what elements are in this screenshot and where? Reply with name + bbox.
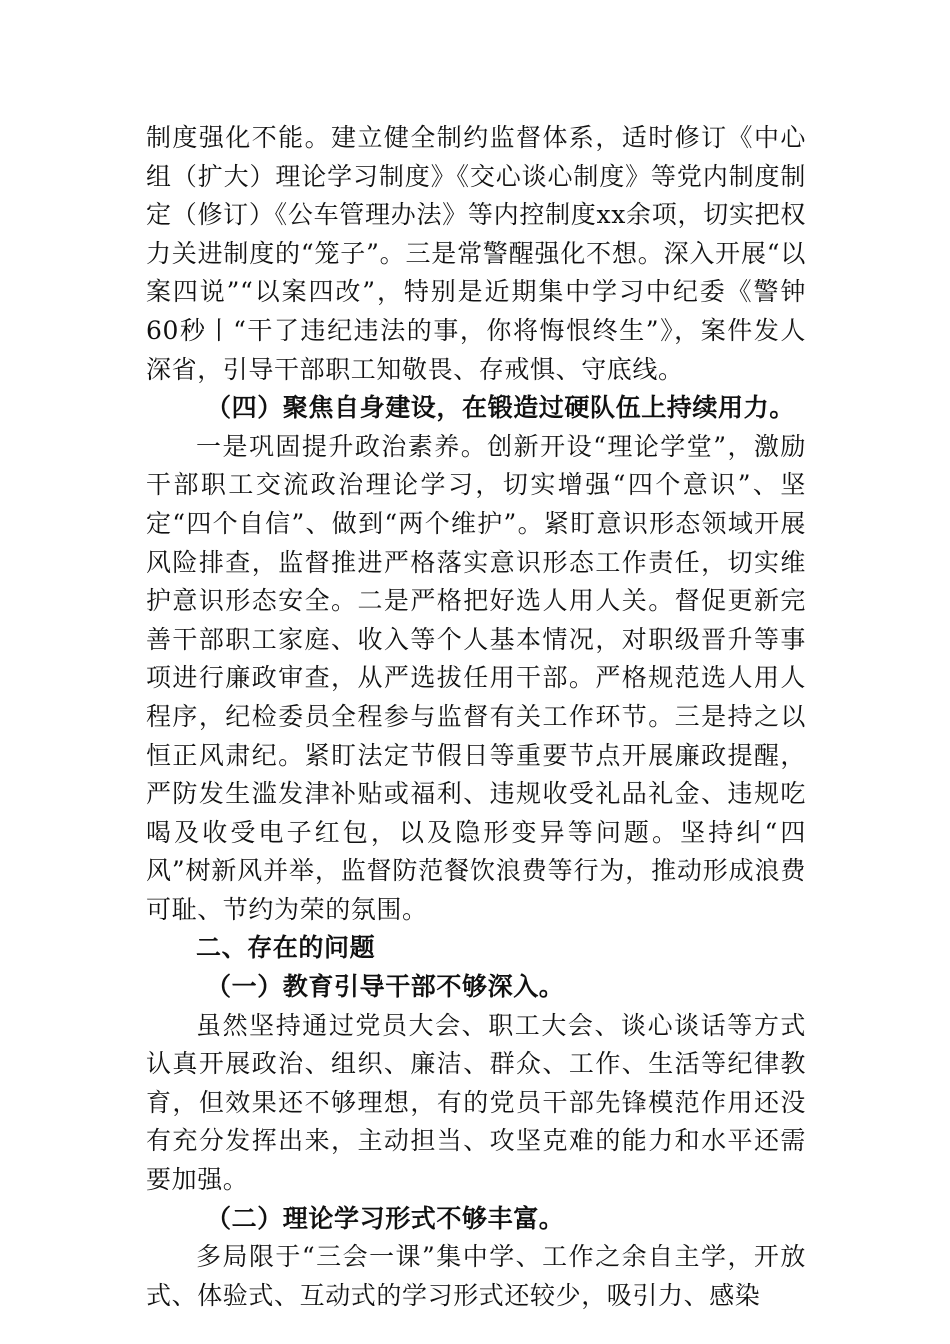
- document-page: [146, 119, 806, 1315]
- subheading-education-guidance: （一）教育引导干部不够深入。: [206, 972, 565, 1002]
- subheading-self-building: （四）聚焦自身建设，在锻造过硬队伍上持续用力。: [206, 393, 795, 423]
- subheading-theory-study: （二）理论学习形式不够丰富。: [206, 1203, 565, 1233]
- paragraph-theory-study: 多局限于“三会一课”集中学、工作之余自主学，开放式、体验式、互动式的学习形式还较少，吸引力、感染: [146, 1242, 806, 1310]
- paragraph-education-guidance: 虽然坚持通过党员大会、职工大会、谈心谈话等方式认真开展政治、组织、廉洁、群众、工作、生活等纪律教育，但效果还不够理想，有的党员干部先锋模范作用还没有充分发挥出来，主动担当、攻坚克难的能力和水平还需要加强。: [146, 1010, 806, 1195]
- paragraph-system-building: 制度强化不能。建立健全制约监督体系，适时修订《中心组（扩大）理论学习制度》《交心谈心制度》等党内制度制定（修订）《公车管理办法》等内控制度xx余项，切实把权力关进制度的“笼子”。三是常警醒强化不想。深入开展“以案四说”“以案四改”，特别是近期集中学习中纪委《警钟60秒丨“干了违纪违法的事，你将悔恨终生”》，案件发人深省，引导干部职工知敬畏、存戒惧、守底线。: [146, 123, 806, 384]
- section-heading-problems: 二、存在的问题: [196, 933, 376, 963]
- paragraph-team-building: 一是巩固提升政治素养。创新开设“理论学堂”，激励干部职工交流政治理论学习，切实增强“四个意识”、坚定“四个自信”、做到“两个维护”。紧盯意识形态领域开展风险排查，监督推进严格落实意识形态工作责任，切实维护意识形态安全。二是严格把好选人用人关。督促更新完善干部职工家庭、收入等个人基本情况，对职级晋升等事项进行廉政审查，从严选拔任用干部。严格规范选人用人程序，纪检委员全程参与监督有关工作环节。三是持之以恒正风肃纪。紧盯法定节假日等重要节点开展廉政提醒，严防发生滥发津补贴或福利、违规收受礼品礼金、违规吃喝及收受电子红包，以及隐形变异等问题。坚持纠“四风”树新风并举，监督防范餐饮浪费等行为，推动形成浪费可耻、节约为荣的氛围。: [146, 431, 806, 924]
